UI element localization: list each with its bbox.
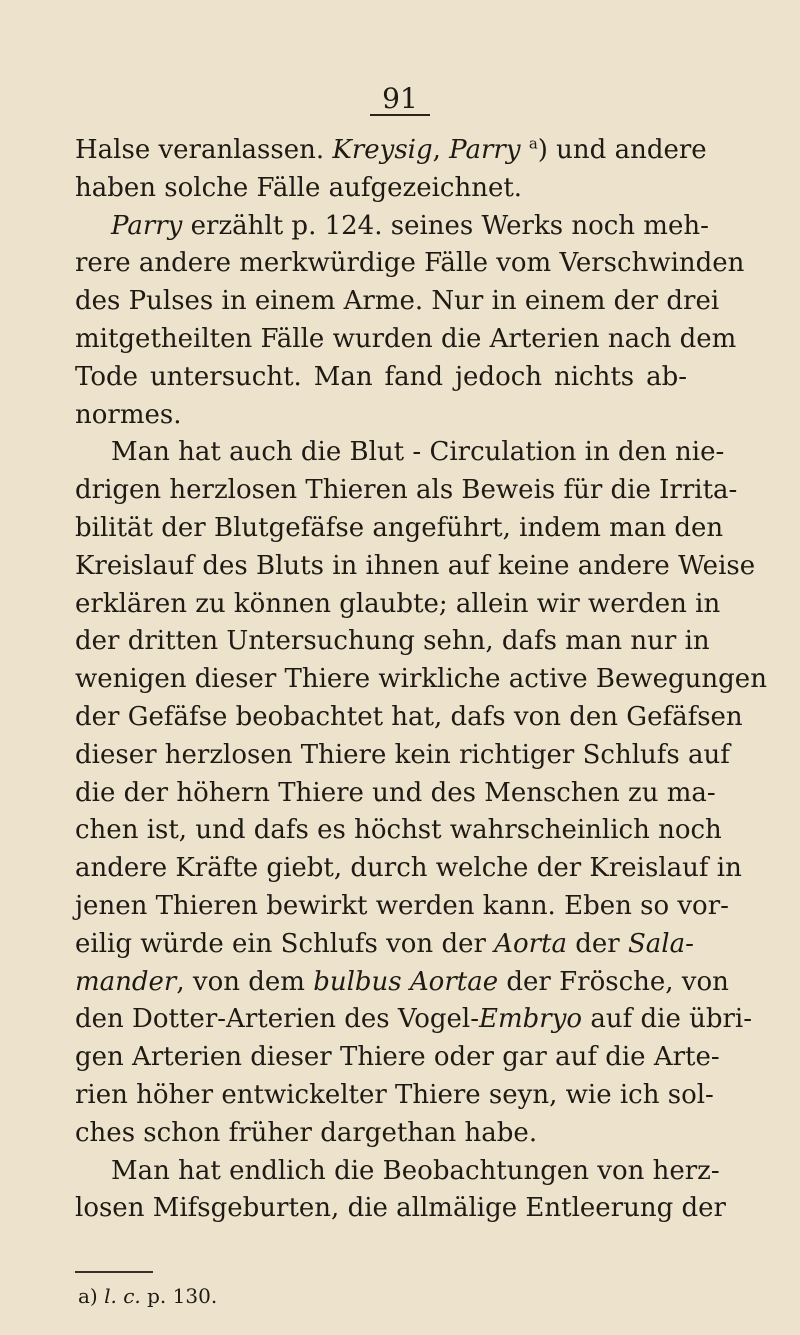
text-run: die der höhern Thiere und des Menschen zu ma-: [75, 777, 716, 808]
text-run: haben solche Fälle aufgezeichnet.: [75, 172, 523, 203]
text-line: [75, 699, 743, 737]
text-run: den Dotter-Arterien des Vogel-: [75, 1004, 480, 1035]
text-run: ,: [432, 135, 450, 165]
text-line: [75, 208, 709, 246]
text-line: [75, 850, 742, 888]
text-run: der Frösche, von: [498, 966, 729, 997]
page-number: 91: [370, 84, 430, 116]
footnote-divider: [75, 1271, 153, 1273]
text-line: [75, 170, 687, 208]
text-run: a): [78, 1284, 105, 1308]
text-run: Tode untersucht. Man fand jedoch nichts ab-: [75, 361, 687, 392]
text-line: [75, 964, 729, 1002]
text-line: [75, 661, 767, 699]
text-run: ches schon früher dargethan habe.: [75, 1117, 538, 1148]
text-line: [75, 548, 756, 586]
text-run: rien höher entwickelter Thiere seyn, wie ich sol-: [75, 1079, 714, 1110]
text-line: [75, 1039, 720, 1077]
text-run: eilig würde ein Schlufs von der: [75, 928, 495, 959]
italic-term: mander: [75, 966, 177, 997]
text-run: andere Kräfte giebt, durch welche der Kreislauf in: [75, 853, 742, 884]
text-run: dieser herzlosen Thiere kein richtiger Schlufs auf: [75, 739, 730, 770]
italic-term: bulbus Aortae: [313, 966, 499, 997]
text-run: bilität der Blutgefäfse angeführt, indem man den: [75, 512, 724, 543]
text-run: auf die übri-: [582, 1004, 753, 1035]
text-line: [75, 321, 737, 359]
text-run: erklären zu können glaubte; allein wir werden in: [75, 588, 721, 619]
text-line: [75, 359, 687, 397]
text-line: [75, 623, 710, 661]
text-line: [75, 1001, 753, 1039]
text-run: der: [566, 928, 628, 959]
text-run: des Pulses in einem Arme. Nur in einem der drei: [75, 286, 720, 317]
italic-term: l. c.: [104, 1284, 141, 1308]
text-run: gen Arterien dieser Thiere oder gar auf die Arte-: [75, 1042, 720, 1073]
text-run: mitgetheilten Fälle wurden die Arterien nach dem: [75, 323, 737, 354]
text-run: Kreislauf des Bluts in ihnen auf keine andere Weise: [75, 550, 756, 581]
text-run: erzählt p. 124. seines Werks noch meh-: [182, 210, 709, 241]
italic-term: Kreysig: [332, 135, 433, 165]
text-run: [521, 135, 529, 165]
text-run: rere andere merkwürdige Fälle vom Verschwinden: [75, 248, 745, 279]
footnote-marker: a: [528, 134, 538, 153]
text-line: [75, 888, 729, 926]
text-line: [75, 510, 724, 548]
italic-term: Parry: [449, 135, 521, 165]
italic-term: Parry: [111, 210, 183, 241]
text-run: jenen Thieren bewirkt werden kann. Eben so vor-: [75, 890, 729, 921]
text-run: p. 130.: [140, 1284, 218, 1308]
text-line: [75, 1190, 726, 1228]
text-line: [75, 245, 745, 283]
text-line: [75, 775, 716, 813]
text-run: Man hat auch die Blut - Circulation in den nie-: [111, 437, 725, 468]
text-run: ) und andere: [537, 135, 707, 165]
footnote: [78, 1283, 217, 1309]
text-line: [75, 586, 721, 624]
text-run: Halse veranlassen.: [75, 135, 333, 165]
text-run: der Gefäfse beobachtet hat, dafs von den Gefäfsen: [75, 701, 743, 732]
italic-term: Aorta: [494, 928, 567, 959]
text-line: [75, 472, 738, 510]
italic-term: Embryo: [479, 1004, 583, 1035]
text-run: chen ist, und dafs es höchst wahrscheinlich noch: [75, 815, 722, 846]
italic-term: Sala-: [627, 928, 694, 959]
text-line: [75, 1077, 714, 1115]
text-line: [75, 132, 707, 170]
text-line: [75, 812, 722, 850]
text-run: wenigen dieser Thiere wirkliche active Bewegungen: [75, 664, 767, 695]
text-run: , von dem: [176, 966, 314, 997]
text-run: der dritten Untersuchung sehn, dafs man nur in: [75, 626, 710, 657]
text-line: [75, 737, 730, 775]
text-line: [75, 397, 687, 435]
body-text: [75, 132, 767, 1228]
text-run: normes.: [75, 399, 182, 430]
text-line: [75, 1153, 720, 1191]
text-run: drigen herzlosen Thieren als Beweis für die Irrita-: [75, 475, 738, 506]
text-run: Man hat endlich die Beobachtungen von herz-: [111, 1155, 720, 1186]
text-line: [75, 1115, 687, 1153]
text-line: [75, 283, 720, 321]
text-line: [75, 434, 725, 472]
text-line: [75, 926, 694, 964]
text-run: losen Mifsgeburten, die allmälige Entleerung der: [75, 1193, 726, 1224]
